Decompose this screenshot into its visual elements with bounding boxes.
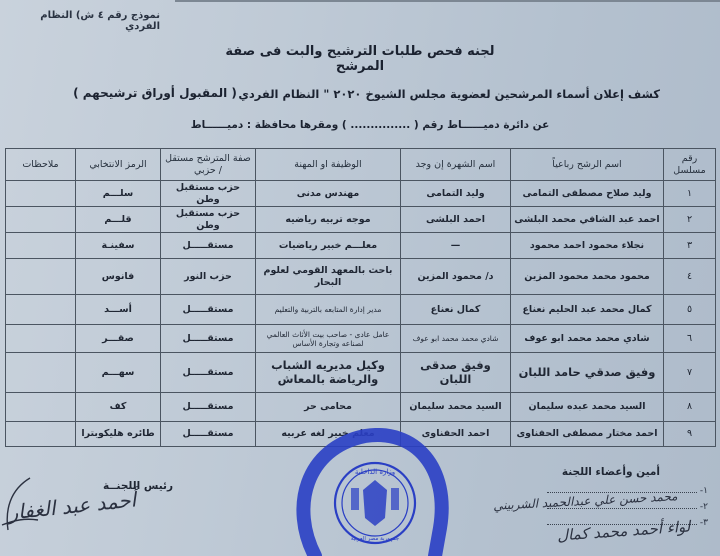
member-index: ١- bbox=[699, 486, 708, 496]
serial-cell: ٤ bbox=[664, 259, 716, 295]
table-row bbox=[6, 353, 716, 393]
name-cell: محمود محمد محمود المزين bbox=[511, 259, 664, 295]
job-cell: عامل عادى - صاحب بيت الأثاث العالمي لصناعه وتجارة الأساس bbox=[256, 325, 401, 353]
status-cell: مستقـــــل bbox=[161, 295, 256, 325]
job-cell: معلـــم خبير رياضيات bbox=[256, 233, 401, 259]
nickname-cell: د/ محمود المزين bbox=[401, 259, 511, 295]
status-cell: مستقـــــل bbox=[161, 353, 256, 393]
serial-cell: ٩ bbox=[664, 422, 716, 447]
name-cell: وليد صلاح مصطفى التمامى bbox=[511, 181, 664, 207]
name-cell: السيد محمد عبده سليمان bbox=[511, 393, 664, 422]
column-header-notes: ملاحظات bbox=[6, 149, 76, 181]
candidates-table bbox=[5, 148, 716, 447]
symbol-cell: سهـــم bbox=[76, 353, 161, 393]
notes-cell bbox=[6, 422, 76, 447]
notes-cell bbox=[6, 181, 76, 207]
table-row bbox=[6, 233, 716, 259]
serial-cell: ٢ bbox=[664, 207, 716, 233]
notes-cell bbox=[6, 207, 76, 233]
stamp-top-text: وزارة الداخلية bbox=[354, 468, 396, 476]
column-header-serial: رقم مسلسل bbox=[664, 149, 716, 181]
table-row bbox=[6, 295, 716, 325]
nickname-cell: شادي محمد محمد ابو عوف bbox=[401, 325, 511, 353]
signature-stroke-icon bbox=[0, 470, 40, 540]
serial-cell: ٥ bbox=[664, 295, 716, 325]
status-cell: حزب مستقبل وطن bbox=[161, 181, 256, 207]
member-index: ٢- bbox=[699, 502, 708, 512]
nickname-cell: السيد محمد سليمان bbox=[401, 393, 511, 422]
job-cell: وكيل مديريه الشباب والرياضة بالمعاش bbox=[256, 353, 401, 393]
notes-cell bbox=[6, 393, 76, 422]
symbol-cell: صقـــر bbox=[76, 325, 161, 353]
document-title: لجنه فحص طلبات الترشيح والبت فى صفة المرشح bbox=[225, 44, 495, 74]
notes-cell bbox=[6, 295, 76, 325]
job-cell: محامى حر bbox=[256, 393, 401, 422]
nickname-cell: احمد البلشى bbox=[401, 207, 511, 233]
job-cell: باحث بالمعهد القومي لعلوم البحار bbox=[256, 259, 401, 295]
table-row bbox=[6, 259, 716, 295]
symbol-cell: طائره هليكوبترا bbox=[76, 422, 161, 447]
symbol-cell: سفينـة bbox=[76, 233, 161, 259]
symbol-cell: سلـــم bbox=[76, 181, 161, 207]
name-cell: وفيق صدقي حامد اللبان bbox=[511, 353, 664, 393]
member-index: ٣- bbox=[699, 518, 708, 528]
symbol-cell: أســـد bbox=[76, 295, 161, 325]
nickname-cell: احمد الحفناوى bbox=[401, 422, 511, 447]
stamp-bottom-text: جمهورية مصر العربية bbox=[350, 536, 400, 542]
official-stamp-icon bbox=[285, 428, 455, 556]
notes-cell bbox=[6, 353, 76, 393]
name-cell: شادي محمد محمد ابو عوف bbox=[511, 325, 664, 353]
serial-cell: ٧ bbox=[664, 353, 716, 393]
nickname-cell: وليد التمامى bbox=[401, 181, 511, 207]
serial-cell: ٦ bbox=[664, 325, 716, 353]
status-cell: مستقـــــل bbox=[161, 393, 256, 422]
column-header-status: صفة المترشح مستقل / حزبي bbox=[161, 149, 256, 181]
notes-cell bbox=[6, 259, 76, 295]
name-cell: احمد مختار مصطفى الحفناوى bbox=[511, 422, 664, 447]
name-cell: كمال محمد عبد الحليم نعناع bbox=[511, 295, 664, 325]
column-header-name: اسم الرشح رباعياً bbox=[511, 149, 664, 181]
document-subtitle: كشف إعلان أسماء المرشحين لعضوية مجلس الشيوخ ٢٠٢٠ " النظام الفردي bbox=[238, 87, 660, 101]
table-row bbox=[6, 393, 716, 422]
serial-cell: ٨ bbox=[664, 393, 716, 422]
member-2-signature: محمد حسن علي عبدالحميد الشربيني bbox=[493, 489, 679, 513]
nickname-cell: — bbox=[401, 233, 511, 259]
status-cell: مستقـــــل bbox=[161, 325, 256, 353]
status-cell: مستقـــــل bbox=[161, 233, 256, 259]
status-cell: حزب مستقبل وطن bbox=[161, 207, 256, 233]
symbol-cell: قلـــم bbox=[76, 207, 161, 233]
status-cell: مستقـــــل bbox=[161, 422, 256, 447]
form-code: نموذج رقم ٤ ش) النظام الفردي bbox=[40, 10, 160, 32]
column-header-job: الوظيفة او المهنة bbox=[256, 149, 401, 181]
name-cell: احمد عبد الشافي محمد البلشى bbox=[511, 207, 664, 233]
serial-cell: ١ bbox=[664, 181, 716, 207]
job-cell: مدير إدارة المتابعه بالتربية والتعليم bbox=[256, 295, 401, 325]
symbol-cell: كف bbox=[76, 393, 161, 422]
name-cell: نجلاء محمود احمد محمود bbox=[511, 233, 664, 259]
member-3-signature: لواء أحمد محمد كمال bbox=[556, 517, 691, 545]
nickname-cell: كمال نعناع bbox=[401, 295, 511, 325]
job-cell: مهندس مدنى bbox=[256, 181, 401, 207]
accepted-label: ( المقبول أوراق ترشيحهم ) bbox=[73, 86, 237, 100]
job-cell: معلم خبير لغه عربيه bbox=[256, 422, 401, 447]
table-header-row bbox=[6, 149, 716, 181]
chair-signature: أحمد عبد الغفار bbox=[7, 487, 138, 525]
serial-cell: ٣ bbox=[664, 233, 716, 259]
column-header-symbol: الرمز الانتخابي bbox=[76, 149, 161, 181]
committee-members-label: أمين وأعضاء اللجنة bbox=[561, 466, 660, 478]
notes-cell bbox=[6, 233, 76, 259]
status-cell: حزب النور bbox=[161, 259, 256, 295]
symbol-cell: فانوس bbox=[76, 259, 161, 295]
table-row bbox=[6, 325, 716, 353]
committee-chair-label: رئيس اللجنــة bbox=[103, 480, 173, 492]
notes-cell bbox=[6, 325, 76, 353]
nickname-cell: وفيق صدقى اللبان bbox=[401, 353, 511, 393]
column-header-nickname: اسم الشهرة إن وجد bbox=[401, 149, 511, 181]
table-row bbox=[6, 207, 716, 233]
job-cell: موجه تربيه رياضيه bbox=[256, 207, 401, 233]
district-line: عن دائرة دميــــــاط رقم ( ............... ) ومقرها محافظة : دميــــــاط bbox=[190, 119, 550, 131]
photo-edge-shadow bbox=[175, 0, 720, 2]
table-row bbox=[6, 181, 716, 207]
